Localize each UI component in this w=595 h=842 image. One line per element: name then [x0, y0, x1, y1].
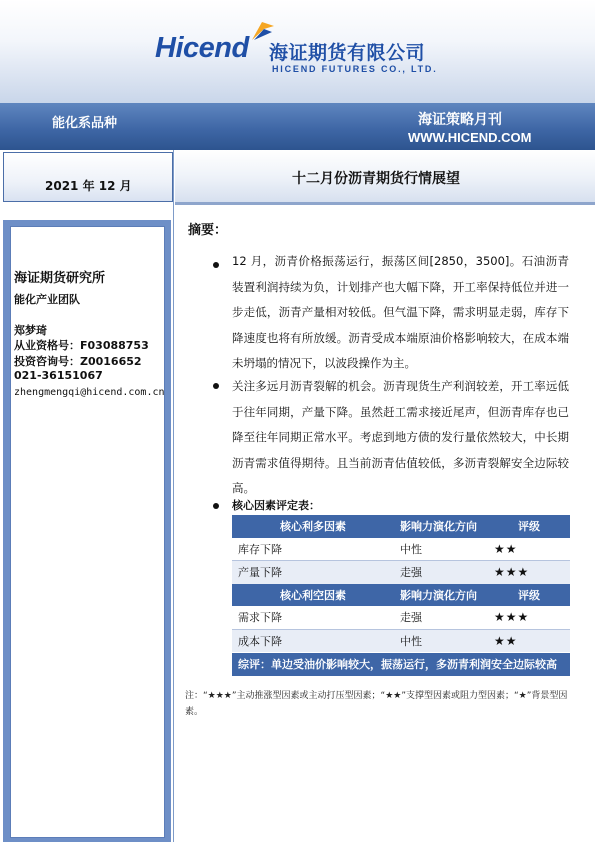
table-cell: 产量下降 — [232, 561, 394, 584]
column-divider — [173, 150, 174, 842]
table-row — [232, 629, 570, 652]
logo-wordmark: Hicend — [155, 32, 249, 64]
table-cell: 中性 — [394, 538, 488, 561]
report-title: 十二月份沥青期货行情展望 — [292, 171, 460, 187]
table-header-cell: 影响力演化方向 — [394, 584, 488, 607]
table-cell: 需求下降 — [232, 606, 394, 629]
category-label: 能化系品种 — [52, 116, 118, 131]
rating-stars: ★★ — [488, 629, 570, 652]
rating-stars: ★★ — [488, 538, 570, 561]
license-number: 从业资格号：F03088753 — [14, 339, 149, 352]
table-header-row — [232, 584, 570, 607]
email-link[interactable]: zhengmengqi@hicend.com.cn — [14, 387, 165, 398]
summary-paragraph-2: 关注多远月沥青裂解的机会。沥青现货生产利润较差，开工率远低于往年同期，产量下降。虽然赶工需求接近尾声，但沥青库存也已降至往年同期正常水平。考虑到地方债的发行量依然较大，中长期沥青需求值得期待。且当前沥青估值较低，多沥青裂解安全边际较高。 — [232, 379, 569, 495]
overall-comment: 综评：单边受油价影响较大，振荡运行，多沥青利润安全边际较高 — [232, 653, 570, 676]
table-cell: 成本下降 — [232, 629, 394, 652]
factors-heading: 核心因素评定表： — [232, 499, 320, 512]
rating-note: 注：“★★★”主动推涨型因素或主动打压型因素；“★★”支撑型因素或阻力型因素；“★”背景型因素。 — [185, 691, 568, 717]
bullet-icon — [213, 383, 219, 389]
summary-paragraph-1: 12 月，沥青价格振荡运行，振荡区间[2850，3500]。石油沥青装置利润持续为负，计划排产也大幅下降，开工率保持低位并进一步走低，沥青产量相对较低。但气温下降，需求明显走弱，库存下降速度也将有所放缓。沥青受成本端原油价格影响较大，在成本端未坍塌的情况下，以波段操作为主。 — [232, 254, 569, 370]
team-name: 能化产业团队 — [14, 293, 80, 306]
company-name-cn: 海证期货有限公司 — [269, 42, 426, 64]
summary-heading: 摘要： — [188, 223, 228, 238]
table-row — [232, 606, 570, 629]
phone-number: 021-36151067 — [14, 369, 103, 382]
consult-number: 投资咨询号：Z0016652 — [14, 355, 142, 368]
table-header-cell: 评级 — [488, 584, 570, 607]
publication-title: 海证策略月刊 — [418, 112, 502, 128]
website-link[interactable]: WWW.HICEND.COM — [408, 130, 532, 145]
rating-stars: ★★★ — [488, 561, 570, 584]
company-name-en: HICEND FUTURES CO., LTD. — [272, 64, 438, 74]
table-header-cell: 核心利多因素 — [232, 515, 394, 538]
table-cell: 走强 — [394, 561, 488, 584]
table-header-cell: 影响力演化方向 — [394, 515, 488, 538]
table-header-cell: 评级 — [488, 515, 570, 538]
table-cell: 走强 — [394, 606, 488, 629]
table-cell: 库存下降 — [232, 538, 394, 561]
report-date: 2021 年 12 月 — [45, 179, 132, 193]
table-header-row — [232, 515, 570, 538]
bullet-icon — [213, 503, 219, 509]
company-logo[interactable] — [155, 32, 445, 82]
table-cell: 中性 — [394, 629, 488, 652]
rating-stars: ★★★ — [488, 606, 570, 629]
table-row — [232, 561, 570, 584]
sidebar-panel — [10, 226, 165, 838]
table-row — [232, 538, 570, 561]
analyst-name: 郑梦琦 — [14, 324, 47, 337]
factor-table — [232, 515, 570, 652]
bullet-icon — [213, 262, 219, 268]
institute-name: 海证期货研究所 — [14, 271, 106, 286]
table-header-cell: 核心利空因素 — [232, 584, 394, 607]
